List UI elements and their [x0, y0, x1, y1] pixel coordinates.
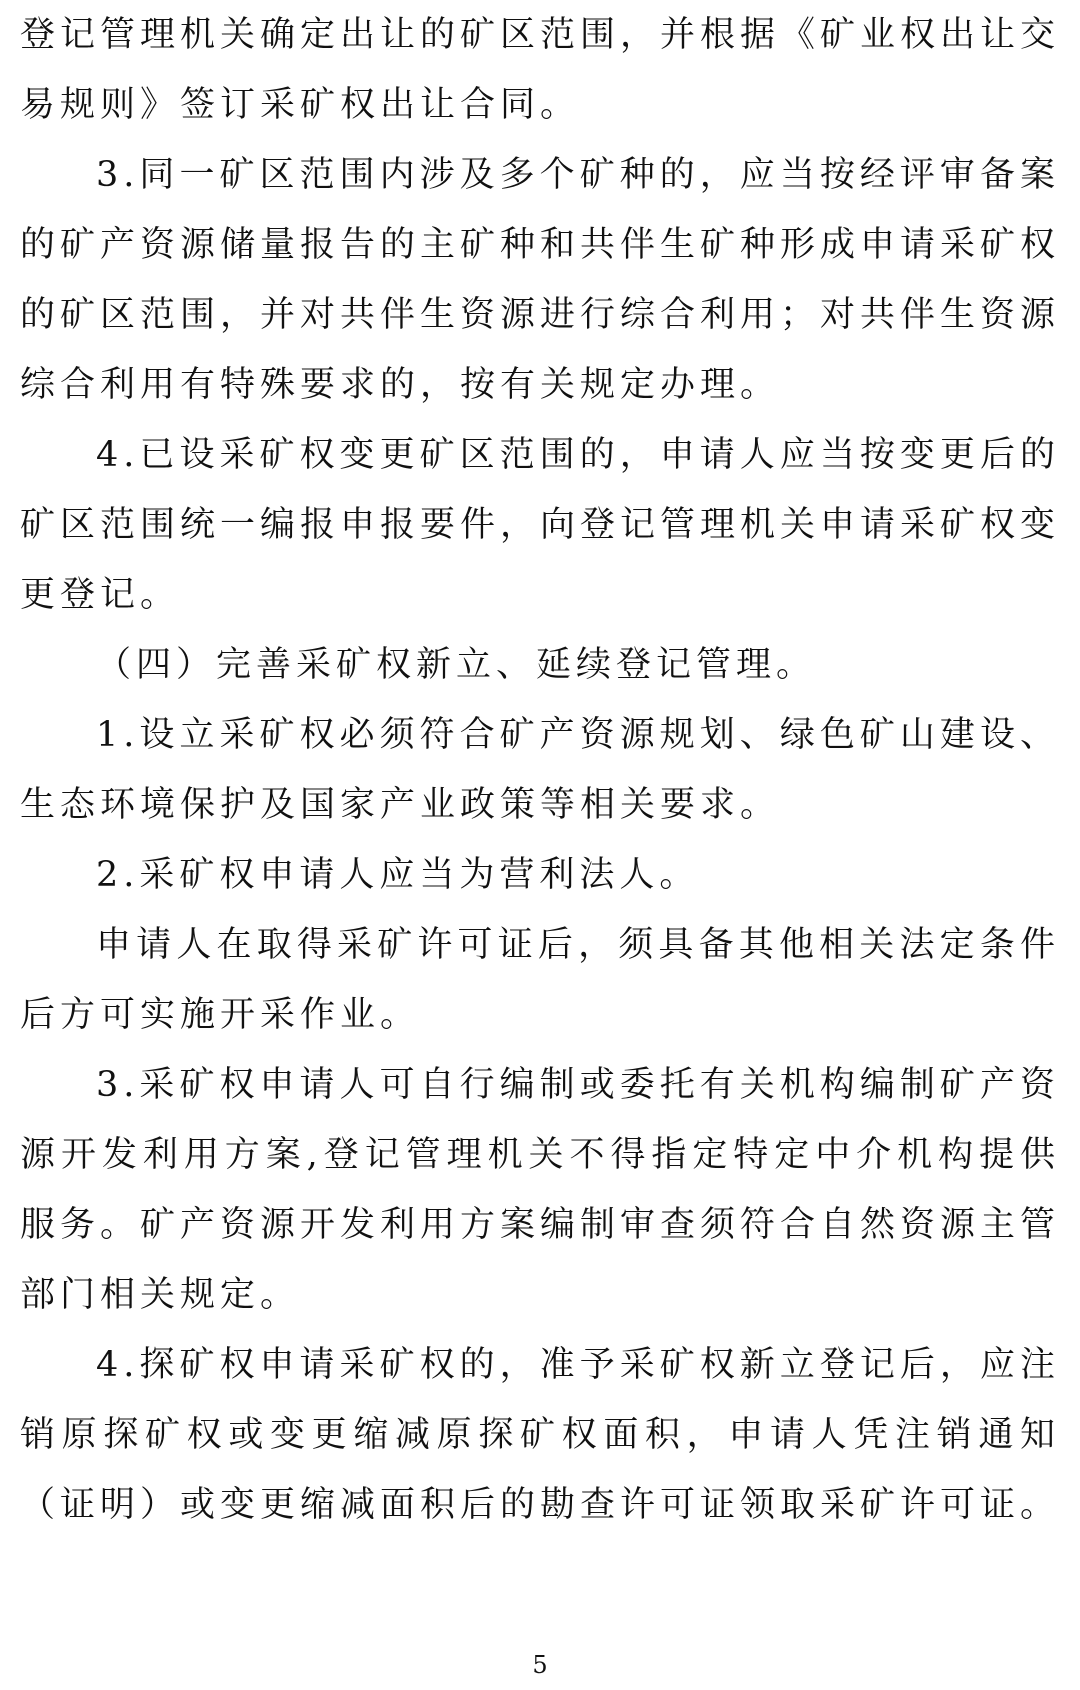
page-number: 5 [532, 1651, 548, 1679]
paragraph-item-3-multiple-minerals: 3.同一矿区范围内涉及多个矿种的，应当按经评审备案的矿产资源储量报告的主矿种和共伴生矿种形成申请采矿权的矿区范围，并对共伴生资源进行综合利用；对共伴生资源综合利用有特殊要求的，按有关规定办理。 [20, 155, 1061, 405]
paragraph-item-4-exploration-right: 4.探矿权申请采矿权的，准予采矿权新立登记后，应注销原探矿权或变更缩减原探矿权面积，申请人凭注销通知（证明）或变更缩减面积后的勘查许可证领取采矿许可证。 [20, 1345, 1061, 1525]
section-heading-four: （四）完善采矿权新立、延续登记管理。 [96, 645, 817, 685]
paragraph-item-3-development-plan: 3.采矿权申请人可自行编制或委托有关机构编制矿产资源开发利用方案,登记管理机关不得指定特定中介机构提供服务。矿产资源开发利用方案编制审查须符合自然资源主管部门相关规定。 [20, 1065, 1061, 1315]
document-body [20, 0, 1060, 1540]
paragraph-item-1-requirements: 1.设立采矿权必须符合矿产资源规划、绿色矿山建设、生态环境保护及国家产业政策等相关要求。 [20, 715, 1060, 825]
paragraph-mining-conditions: 申请人在取得采矿许可证后，须具备其他相关法定条件后方可实施开采作业。 [20, 925, 1060, 1035]
paragraph-item-2-applicant: 2.采矿权申请人应当为营利法人。 [96, 855, 700, 895]
paragraph-item-4-area-change: 4.已设采矿权变更矿区范围的，申请人应当按变更后的矿区范围统一编报申报要件，向登记管理机关申请采矿权变更登记。 [20, 435, 1061, 615]
paragraph-contract-continuation: 登记管理机关确定出让的矿区范围，并根据《矿业权出让交易规则》签订采矿权出让合同。 [20, 15, 1061, 125]
